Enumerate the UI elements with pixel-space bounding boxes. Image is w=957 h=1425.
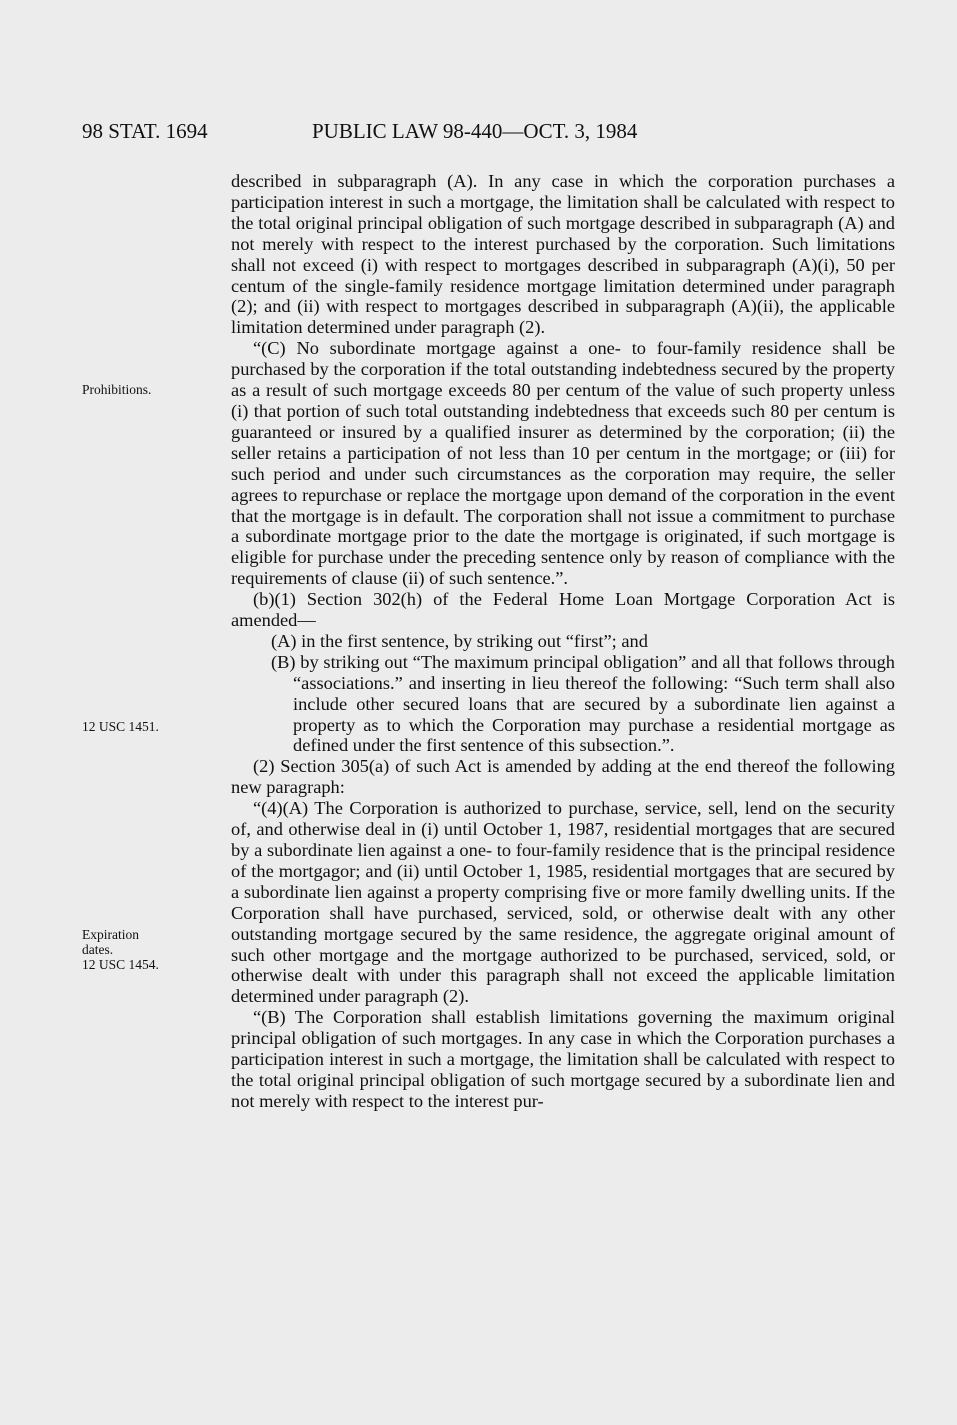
margin-note-expiration (82, 927, 212, 972)
paragraph-amendment-b: (B) by striking out “The maximum principal obligation” and all that follows through “associations.” and inserting in lieu thereof the following: “Such term shall also include other secured loans that are secured by a subordinate lien against a property as to which the Corporation may purchase a residential mortgage as defined under the first sentence of this subsection.”. (271, 651, 895, 756)
paragraph-subordinate-limit: “(C) No subordinate mortgage against a one- to four-family residence shall be purchased by the corporation if the total outstanding indebtedness secured by the property as a result of such mortgage exceeds 80 per centum of the value of such property unless (i) that portion of such total outstanding indebtedness that exceeds such 80 per centum is guaranteed or insured by a qualified insurer as determined by the corporation; (ii) the seller retains a participation of not less than 10 per centum in the mortgage; or (iii) for such period and under such circumstances as the corporation may require, the seller agrees to repurchase or replace the mortgage upon demand of the corporation in the event that the mortgage is in default. The corporation shall not issue a commitment to purchase a subordinate mortgage prior to the date the mortgage is originated, if such mortgage is eligible for purchase under the preceding sentence only by reason of compliance with the requirements of clause (ii) of such sentence.”. (231, 338, 895, 589)
margin-note-usc-1451: 12 USC 1451. (82, 719, 159, 734)
margin-note-expiration-line1: Expiration (82, 927, 139, 942)
law-title: PUBLIC LAW 98-440—OCT. 3, 1984 (312, 119, 638, 143)
paragraph-4b: “(B) The Corporation shall establish limitations governing the maximum original principal obligation of such mortgages. In any case in which the Corporation purchases a participation interest in such a mortgage, the limitation shall be calculated with respect to the total original principal obligation of such mortgage secured by a subordinate lien and not merely with respect to the interest pur- (231, 1007, 895, 1111)
paragraph-section-305a: (2) Section 305(a) of such Act is amended by adding at the end thereof the following new paragraph: (231, 756, 895, 798)
margin-note-expiration-line3: 12 USC 1454. (82, 957, 159, 972)
paragraph-amendment-a: (A) in the first sentence, by striking out “first”; and (271, 630, 648, 651)
margin-note-prohibitions: Prohibitions. (82, 382, 152, 397)
margin-note-expiration-line2: dates. (82, 942, 114, 957)
page-number: 98 STAT. 1694 (82, 119, 208, 143)
paragraph-section-302h: (b)(1) Section 302(h) of the Federal Home Loan Mortgage Corporation Act is amended— (231, 589, 895, 631)
paragraph-4a: “(4)(A) The Corporation is authorized to purchase, service, sell, lend on the security of, and otherwise deal in (i) until October 1, 1987, residential mortgages that are secured by a subordinate lien against a one- to four-family residence that is the principal residence of the mortgagor; and (ii) until October 1, 1985, residential mortgages that are secured by a subordinate lien against a property comprising five or more family dwelling units. If the Corporation shall have purchased, serviced, sold, or otherwise dealt with any other outstanding mortgage secured by the same residence, the aggregate original amount of such other mortgage and the mortgage authorized to be purchased, serviced, sold, or otherwise dealt with under this paragraph shall not exceed the applicable limitation determined under paragraph (2). (231, 798, 895, 1007)
paragraph-continuation: described in subparagraph (A). In any case in which the corporation purchases a participation interest in such a mortgage, the limitation shall be calculated with respect to the total original principal obligation of such mortgage described in subparagraph (A) and not merely with respect to the interest purchased by the corporation. Such limitations shall not exceed (i) with respect to mortgages described in subparagraph (A)(i), 50 per centum of the single-family residence mortgage limitation determined under paragraph (2); and (ii) with respect to mortgages described in subparagraph (A)(ii), the applicable limitation determined under paragraph (2). (231, 171, 895, 338)
body-text (231, 171, 895, 1112)
